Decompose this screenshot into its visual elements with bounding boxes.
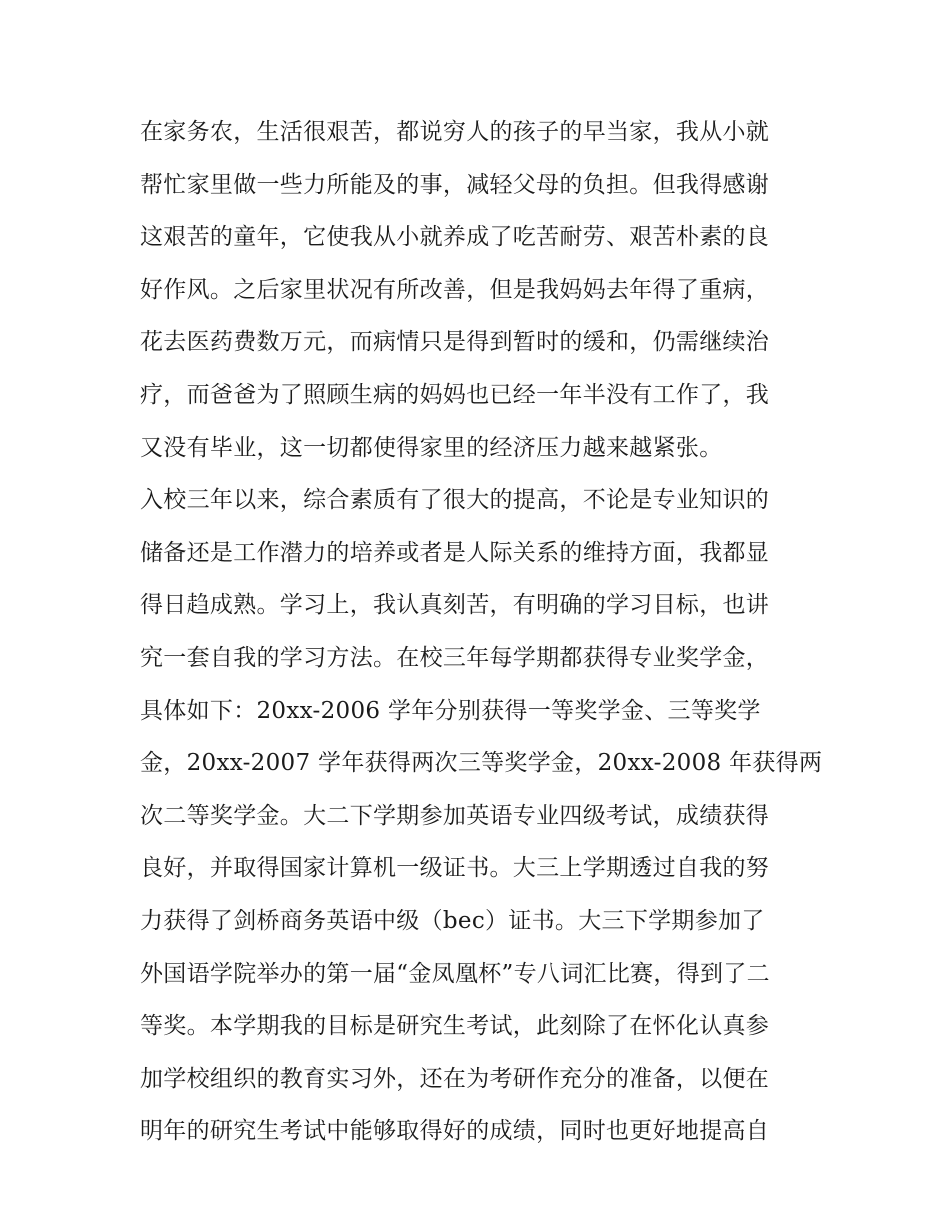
text-line: 帮忙家里做一些力所能及的事，减轻父母的负担。但我得感谢 <box>140 171 770 198</box>
text-line: 好作风。之后家里状况有所改善，但是我妈妈去年得了重病， <box>140 276 770 303</box>
text-line: 这艰苦的童年，它使我从小就养成了吃苦耐劳、艰苦朴素的良 <box>140 224 770 251</box>
body-text <box>140 110 823 1162</box>
text-line: 力获得了剑桥商务英语中级（bec）证书。大三下学期参加了 <box>140 907 765 934</box>
text-line: 在家务农，生活很艰苦，都说穷人的孩子的早当家，我从小就 <box>140 119 770 145</box>
text-line: 外国语学院举办的第一届“金凤凰杯”专八词汇比赛，得到了二 <box>140 960 770 987</box>
text-line: 得日趋成熟。学习上，我认真刻苦，有明确的学习目标，也讲 <box>140 592 770 619</box>
text-line: 入校三年以来，综合素质有了很大的提高，不论是专业知识的 <box>140 487 770 514</box>
text-line: 究一套自我的学习方法。在校三年每学期都获得专业奖学金， <box>140 644 770 671</box>
text-line: 金，20xx-2007 学年获得两次三等奖学金，20xx-2008 年获得两 <box>140 750 823 777</box>
text-line: 储备还是工作潜力的培养或者是人际关系的维持方面，我都显 <box>140 539 770 566</box>
text-line: 又没有毕业，这一切都使得家里的经济压力越来越紧张。 <box>140 434 723 461</box>
text-line: 等奖。本学期我的目标是研究生考试，此刻除了在怀化认真参 <box>140 1013 770 1040</box>
text-line: 良好，并取得国家计算机一级证书。大三上学期透过自我的努 <box>140 855 770 882</box>
text-line: 具体如下：20xx-2006 学年分别获得一等奖学金、三等奖学 <box>140 697 761 724</box>
text-line: 花去医药费数万元，而病情只是得到暂时的缓和，仍需继续治 <box>140 329 770 356</box>
text-line: 明年的研究生考试中能够取得好的成绩，同时也更好地提高自 <box>140 1118 770 1145</box>
text-line: 次二等奖学金。大二下学期参加英语专业四级考试，成绩获得 <box>140 802 770 829</box>
text-line: 疗，而爸爸为了照顾生病的妈妈也已经一年半没有工作了，我 <box>140 381 770 408</box>
text-line: 加学校组织的教育实习外，还在为考研作充分的准备，以便在 <box>140 1065 770 1092</box>
